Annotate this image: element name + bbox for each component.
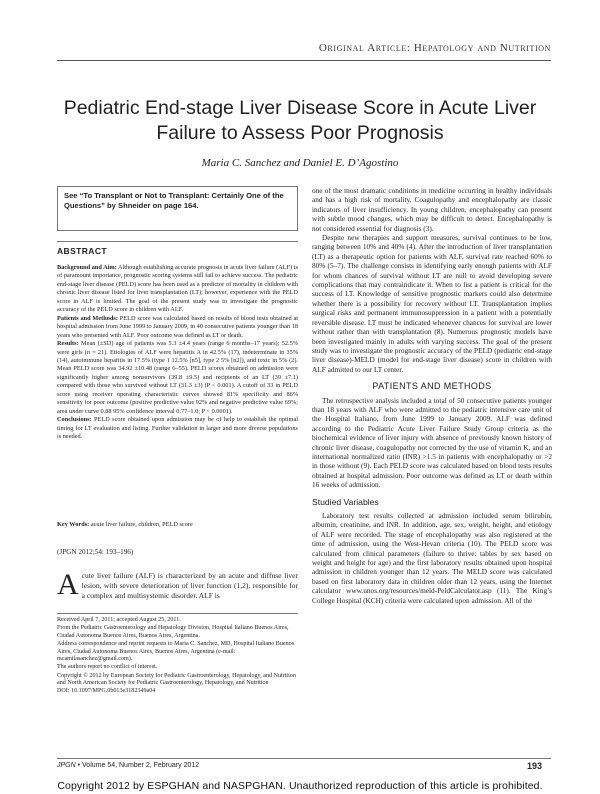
footnote-affiliation: From the Pediatric Gastroenterology and Hepatology Division, Hospital Italiano Buenos Aires, Ciudad Autonoma Buenos Aires, Buenos Aires, Argentina. [57, 625, 289, 639]
footnote-correspondence: Address correspondence and reprint requests to Maria C. Sanchez, MD, Hospital Italiano Buenos Aires, Ciudad Autonoma Buenos Aires, Buenos Aires, Argentina (e-mail: mcamilasanchez@gmail.com). [57, 640, 295, 663]
subsection-heading-variables: Studied Variables [312, 496, 379, 507]
section-heading-methods: PATIENTS AND METHODS [372, 381, 492, 392]
methods-text: PELD score was calculated based on results of blood tests obtained at hospital admission from June 1999 to January 2009, in 40 consecutive patients younger than 18 years who presented with ALF. Poor outcome was defined as LT or death. [57, 314, 299, 339]
footer-rule [57, 758, 551, 759]
methods-label: Patients and Methods: [57, 314, 118, 322]
intro-text: cute liver failure (ALF) is characterized by an acute and diffuse liver lesion, with severe deterioration of liver function (1,2), responsible for a complex and multisystemic disorder. ALF is [81, 571, 298, 600]
conclusions-label: Conclusions: [57, 416, 92, 424]
background-label: Background and Aim: [57, 264, 117, 271]
keywords [57, 521, 298, 529]
abstract-body [57, 264, 298, 442]
conclusions-text: PELD score obtained upon admission may be of help to establish the optimal timing for LT evaluation and listing. Further validation in larger and more diverse populations is needed. [57, 416, 299, 441]
right-paragraph-1: one of the most dramatic conditions in medicine occurring in healthy individuals and has a high risk of mortality. Coagulopathy and encephalopathy are classic indicators of liver insufficiency. In young children, encephalopathy can present with subtle mood changes, which may be difficult to detect. Encephalopathy is not considered essential for diagnosis (3). [312, 186, 552, 233]
results-label: Results: [57, 340, 79, 348]
results-text: Mean (±SD) age of patients was 5.3 ±4.4 years (range 6 months–17 years); 52.5% were girls (n = 21). Etiologies of ALF were hepatitis A in 42.5% (17), indeterminate in 35% (14), autoimmune hepatitis in 17.5% (type 1 12.5% [n5], type 2 5% [n2]), and toxic in 5% (2). Mean PELD score was 34.92 ±10.48 (range 6–55). PELD scores obtained on admission were significantly higher among nonsurvivors (39.8 ±9.5) and recipients of an LT (39 ±7.1) compared with those who survived without LT (31.3 ±3) (P < 0.001). A cutoff of 33 in PELD score using receiver operating characteristic curves showed 81% specificity and 86% sensitivity for poor outcome (positive predictive value 92% and negative predictive value 69%; area under curve 0.88 95% confidence interval 0.77–1.0; P < 0.0001). [57, 340, 298, 415]
footnote-doi: DOI: 10.1097/MPG.0b013e3182349a04 [57, 688, 156, 695]
header-rule [57, 60, 551, 61]
right-paragraph-2: Despite new therapies and support measures, survival continues to be low, ranging between 10% and 40% (4). After the introduction of liver transplantation (LT) as a therapeutic option for patients with ALF, survival rate reached 60% to 80% (5–7). The challenge consists in identifying early enough patients with ALF for whom chances of survival without LT are null to avoid developing severe complications that may contraindicate it. When to list a patient is critical for the success of LT. Knowledge of sensitive prognostic markers could also determine whether there is a possibility for recovery without LT. Transplantation implies surgical risks and permanent immunosuppression in a patient with a potentially reversible disease. LT must be indicated whenever chances for survival are lower without rather than with transplantation (8). Numerous prognostic models have been investigated mainly in adults with varying success. The goal of the present study was to investigate the prognostic accuracy of the PELD (pediatric end-stage liver disease)-MELD (model for end-stage liver disease) score in children with ALF admitted to our LT center. [312, 233, 552, 374]
footnotes [57, 617, 298, 697]
right-paragraph-4: Laboratory test results collected at admission included serum bilirubin, albumin, creatinine, and INR. In addition, age, sex, weight, height, and etiology of ALF were recorded. The stage of encephalopathy was also registered at the time of admission, using the West-Hevan criteria (10). The PELD score was calculated from clinical parameters (failure to thrive: tables by sex based on weight and height for age) and the first laboratory results obtained upon hospital admission in children younger than 12 years. The MELD score was calculated based on first laboratory data in children older than 12 years, using the Internet calculator www.unos.org/resources/meld-PeldCalculator.asp (11). The King’s College Hospital (KCH) criteria were calculated upon admission. All of the [312, 511, 552, 605]
section-header: Original Article: Hepatology and Nutrition [318, 42, 551, 54]
footnote-copyright: Copyright © 2012 by European Society for Pediatric Gastroenterology, Hepatology, and Nutrition and North American Society for Pediatric Gastroenterology, Hepatology, and Nutrition [57, 672, 296, 687]
title-line-2: Failure to Assess Poor Prognosis [156, 122, 444, 144]
footnote-received: Received April 7, 2011; accepted August 25, 2011. [57, 617, 181, 623]
abstract-rule [57, 241, 298, 242]
background-text: Although establishing accurate prognosis in acute liver failure (ALF) is of paramount importance, prognostic scoring systems still fail to achieve success. The pediatric end-stage liver disease (PELD) score has been used as a predictor of mortality in children with chronic liver disease listed for liver transplantation (LT); however, experience with the PELD score in ALF is limited. The goal of the present study was to investigate the prognostic accuracy of the PELD score in children with ALF. [57, 264, 298, 314]
authors: Maria C. Sanchez and Daniel E. D’Agostino [201, 157, 399, 169]
right-column [312, 186, 552, 605]
copyright-banner: Copyright 2012 by ESPGHAN and NASPGHAN. Unauthorized reproduction of this article is prohibited. [57, 780, 543, 792]
page-number: 193 [527, 761, 543, 771]
title-line-1: Pediatric End-stage Liver Disease Score in Acute Liver [63, 97, 537, 119]
footer-journal-info [57, 762, 199, 769]
footnote-rule [57, 613, 298, 614]
footnote-conflict: The authors report no conflict of interest. [57, 664, 158, 671]
footer-volume: • Volume 54, Number 2, February 2012 [77, 762, 200, 769]
abstract-heading: ABSTRACT [57, 246, 107, 256]
drop-cap: A [57, 568, 79, 601]
keywords-text: acute liver failure, children, PELD score [90, 521, 193, 528]
footer-journal: JPGN [57, 762, 76, 769]
intro-paragraph [57, 568, 298, 601]
keywords-label: Key Words: [57, 521, 90, 528]
see-also-box: See “To Transplant or Not to Transplant: Certainly One of the Questions” by Shneider on page 164. [57, 186, 298, 231]
article-title [50, 96, 550, 146]
citation: (JPGN 2012;54: 193–196) [57, 548, 134, 556]
right-paragraph-3: The retrospective analysis included a total of 50 consecutive patients younger than 18 years with ALF who were admitted to the pediatric intensive care unit of the Hospital Italiano, from June 1999 to January 2009. ALF was defined according to the Pediatric Acute Liver Failure Study Group criteria as the biochemical evidence of liver injury with absence of previously known history of chronic liver disease, coagulopathy not corrected by the use of vitamin K, and an international normalized ratio (INR) >1.5 in patients with encephalopathy or >2 in those without (9). Each PELD score was calculated based on blood tests results obtained at hospital admission. Poor outcome was defined as LT or death within 16 weeks of admission. [312, 395, 552, 490]
